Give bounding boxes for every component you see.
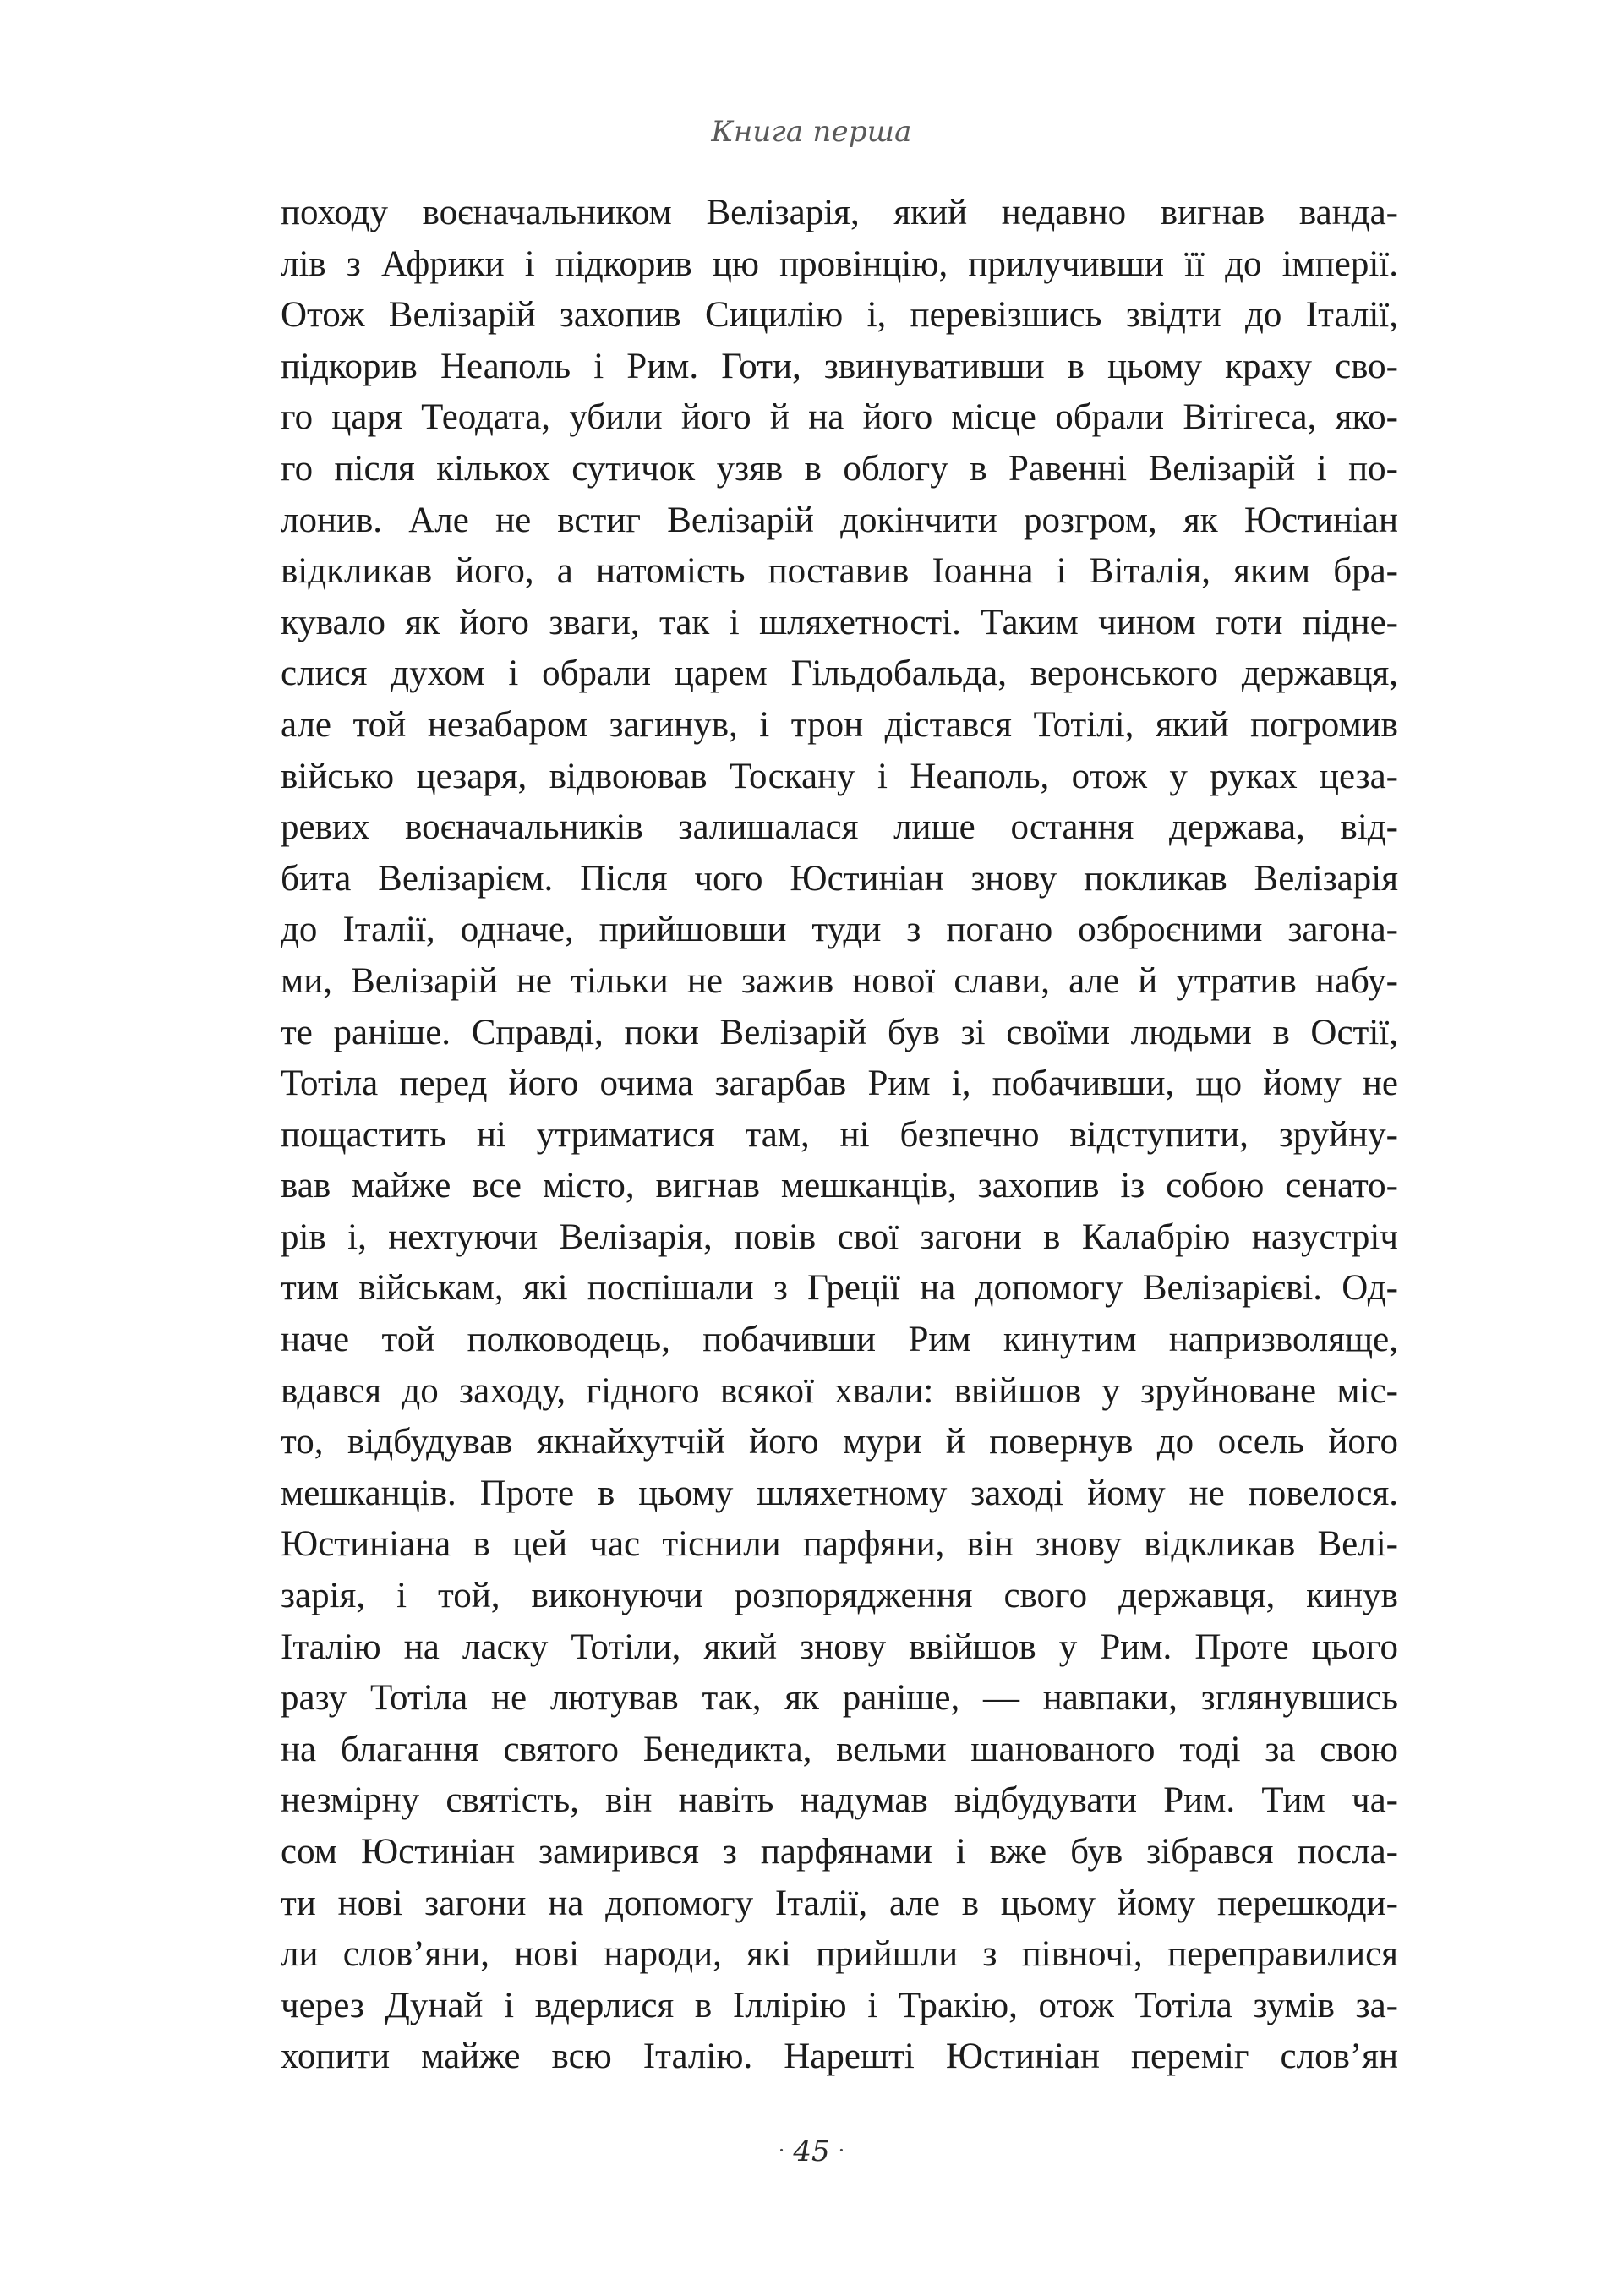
text-line: але той незабаром загинув, і трон дістався Тотілі, який погромив <box>281 704 1398 745</box>
text-line: ревих воєначальників залишалася лише остання держава, від- <box>281 807 1398 848</box>
text-line: відкликав його, а натомість поставив Іоанна і Віталія, яким бра- <box>281 551 1398 592</box>
text-line: тим військам, які поспішали з Греції на допомогу Велізарієві. Од- <box>281 1268 1398 1309</box>
text-line: підкорив Неаполь і Рим. Готи, звинувативши в цьому краху сво- <box>281 346 1398 386</box>
text-line: ми, Велізарій не тільки не зажив нової слави, але й утратив набу- <box>281 960 1398 1001</box>
text-line: на благання святого Бенедикта, вельми шанованого тоді за свою <box>281 1729 1398 1769</box>
text-line: сом Юстиніан замирився з парфянами і вже був зібрався посла- <box>281 1832 1398 1872</box>
text-line: хопити майже всю Італію. Нарешті Юстиніан переміг слов’ян <box>281 2036 1398 2077</box>
text-line: незмірну святість, він навіть надумав відбудувати Рим. Тим ча- <box>281 1780 1398 1821</box>
text-line: до Італії, одначе, прийшовши туди з погано озброєними загона- <box>281 910 1398 950</box>
text-line: го царя Теодата, убили його й на його місце обрали Вітігеса, яко- <box>281 397 1398 438</box>
text-line: Отож Велізарій захопив Сицилію і, перевізшись звідти до Італії, <box>281 295 1398 336</box>
text-line: слися духом і обрали царем Гільдобальда, веронського державця, <box>281 653 1398 694</box>
running-head: Книга перша <box>711 115 912 149</box>
body-text <box>281 188 1398 2083</box>
ornament-dot-right: · <box>838 2139 845 2162</box>
text-line: разу Тотіла не лютував так, як раніше, — навпаки, зглянувшись <box>281 1678 1398 1719</box>
text-line: Юстиніана в цей час тіснили парфяни, він знову відкликав Велі- <box>281 1524 1398 1565</box>
ornament-dot-left: · <box>778 2139 785 2162</box>
text-line: наче той полководець, побачивши Рим кинутим напризволяще, <box>281 1320 1398 1360</box>
text-line: Тотіла перед його очима загарбав Рим і, побачивши, що йому не <box>281 1063 1398 1104</box>
text-line: мешканців. Проте в цьому шляхетному заході йому не повелося. <box>281 1473 1398 1513</box>
text-line: лів з Африки і підкорив цю провінцію, прилучивши її до імперії. <box>281 243 1398 284</box>
text-line: вдався до заходу, гідного всякої хвали: ввійшов у зруйноване міс- <box>281 1370 1398 1411</box>
text-line: лонив. Але не встиг Велізарій докінчити розгром, як Юстиніан <box>281 500 1398 540</box>
text-line: бита Велізарієм. Після чого Юстиніан знову покликав Велізарія <box>281 858 1398 899</box>
text-line: то, відбудував якнайхутчій його мури й повернув до осель його <box>281 1422 1398 1462</box>
text-line: вав майже все місто, вигнав мешканців, захопив із собою сенато- <box>281 1166 1398 1206</box>
text-line: го після кількох сутичок узяв в облогу в Равенні Велізарій і по- <box>281 448 1398 489</box>
text-line: ти нові загони на допомогу Італії, але в цьому йому перешкоди- <box>281 1883 1398 1923</box>
text-line: військо цезаря, відвоював Тоскану і Неаполь, отож у руках цеза- <box>281 756 1398 796</box>
text-line: ли слов’яни, нові народи, які прийшли з півночі, переправилися <box>281 1934 1398 1975</box>
text-line: те раніше. Справді, поки Велізарій був зі своїми людьми в Остії, <box>281 1012 1398 1052</box>
text-line: походу воєначальником Велізарія, який недавно вигнав ванда- <box>281 193 1398 232</box>
text-line: пощастить ні утриматися там, ні безпечно відступити, зруйну- <box>281 1114 1398 1155</box>
text-line: рів і, нехтуючи Велізарія, повів свої загони в Калабрію назустріч <box>281 1216 1398 1257</box>
text-line: через Дунай і вдерлися в Іллірію і Тракію, отож Тотіла зумів за- <box>281 1985 1398 2025</box>
page-number-footer <box>0 2130 1623 2172</box>
text-line: Італію на ласку Тотіли, який знову ввійшов у Рим. Проте цього <box>281 1626 1398 1667</box>
page-number: 45 <box>793 2135 830 2168</box>
text-line: кувало як його зваги, так і шляхетності. Таким чином готи підне- <box>281 602 1398 642</box>
text-line: зарія, і той, виконуючи розпорядження свого державця, кинув <box>281 1576 1398 1616</box>
